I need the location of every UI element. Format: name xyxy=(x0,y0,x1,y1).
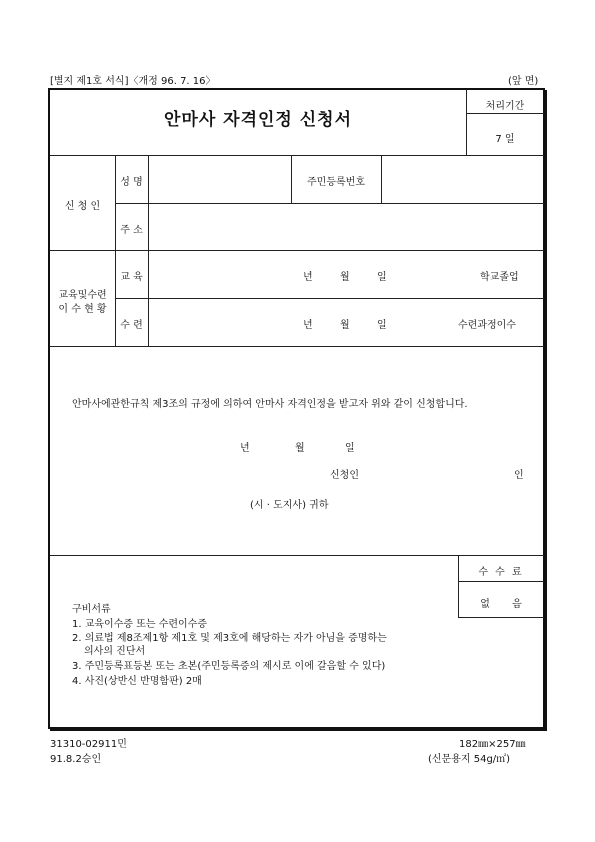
rule-rrn-label-right xyxy=(381,155,382,203)
fee-box-bottom xyxy=(458,617,544,618)
document-item: 1. 교육이수증 또는 수련이수증 xyxy=(72,619,207,630)
education-month: 월 xyxy=(340,272,350,283)
document-item: 2. 의료법 제8조제1항 제1호 및 제3호에 해당하는 자가 아님을 증명하는 xyxy=(72,633,387,644)
document-item: 4. 사진(상반신 반명함판) 2매 xyxy=(72,676,202,687)
rule-name-bottom xyxy=(115,203,544,204)
date-year: 년 xyxy=(240,443,250,454)
rule-field-label-col xyxy=(148,155,149,346)
rule-education-bottom xyxy=(115,298,544,299)
date-day: 일 xyxy=(345,443,355,454)
document-item: 의사의 진단서 xyxy=(84,646,146,657)
rule-declaration-bottom xyxy=(50,555,544,556)
document-item: 3. 주민등록표등본 또는 초본(주민등록증의 제시로 이에 갈음할 수 있다) xyxy=(72,661,386,672)
training-suffix: 수련과정이수 xyxy=(458,320,516,331)
fee-box-divider xyxy=(458,581,544,582)
history-section-label-1: 교육및수련 xyxy=(58,290,107,301)
training-label: 수 련 xyxy=(120,320,143,331)
education-suffix: 학교졸업 xyxy=(480,272,519,283)
form-title: 안마사 자격인정 신청서 xyxy=(163,110,353,130)
training-month: 월 xyxy=(340,320,350,331)
education-year: 년 xyxy=(303,272,313,283)
applicant-signature-label: 신청인 xyxy=(330,470,359,481)
paper-type: (신문용지 54g/㎡) xyxy=(428,754,511,765)
training-day: 일 xyxy=(377,320,387,331)
history-section-label-2: 이 수 현 황 xyxy=(58,304,107,315)
rule-applicant-bottom xyxy=(50,250,544,251)
documents-heading: 구비서류 xyxy=(72,604,111,615)
training-year: 년 xyxy=(303,320,313,331)
name-label: 성 명 xyxy=(120,177,143,188)
frame-shadow-bottom xyxy=(50,729,547,731)
form-code: 31310-02911민 xyxy=(50,739,127,750)
form-approval: 91.8.2승인 xyxy=(50,754,102,765)
seal-label: 인 xyxy=(514,470,524,481)
date-month: 월 xyxy=(295,443,305,454)
processing-divider xyxy=(466,113,544,114)
fee-value: 없 음 xyxy=(480,599,522,610)
declaration-statement: 안마사에관한규칙 제3조의 규정에 의하여 안마사 자격인정을 받고자 위와 같이 신청합니다. xyxy=(72,399,468,410)
processing-period-value: 7 일 xyxy=(495,134,515,145)
address-label: 주 소 xyxy=(120,225,143,236)
frame-shadow-right xyxy=(545,90,547,731)
applicant-section-label: 신 청 인 xyxy=(64,201,101,212)
fee-label: 수 수 료 xyxy=(478,567,524,578)
rule-title-bottom xyxy=(50,155,544,156)
paper-size: 182㎜×257㎜ xyxy=(459,739,526,750)
rule-history-bottom xyxy=(50,346,544,347)
page-side-label: (앞 면) xyxy=(508,76,539,87)
form-number-label: [별지 제1호 서식]〈개정 96. 7. 16〉 xyxy=(50,76,216,87)
recipient-label: (시 · 도지사) 귀하 xyxy=(250,500,329,511)
rrn-label: 주민등록번호 xyxy=(307,177,365,188)
processing-period-label: 처리기간 xyxy=(485,101,525,112)
education-label: 교 육 xyxy=(120,272,143,283)
education-day: 일 xyxy=(377,272,387,283)
